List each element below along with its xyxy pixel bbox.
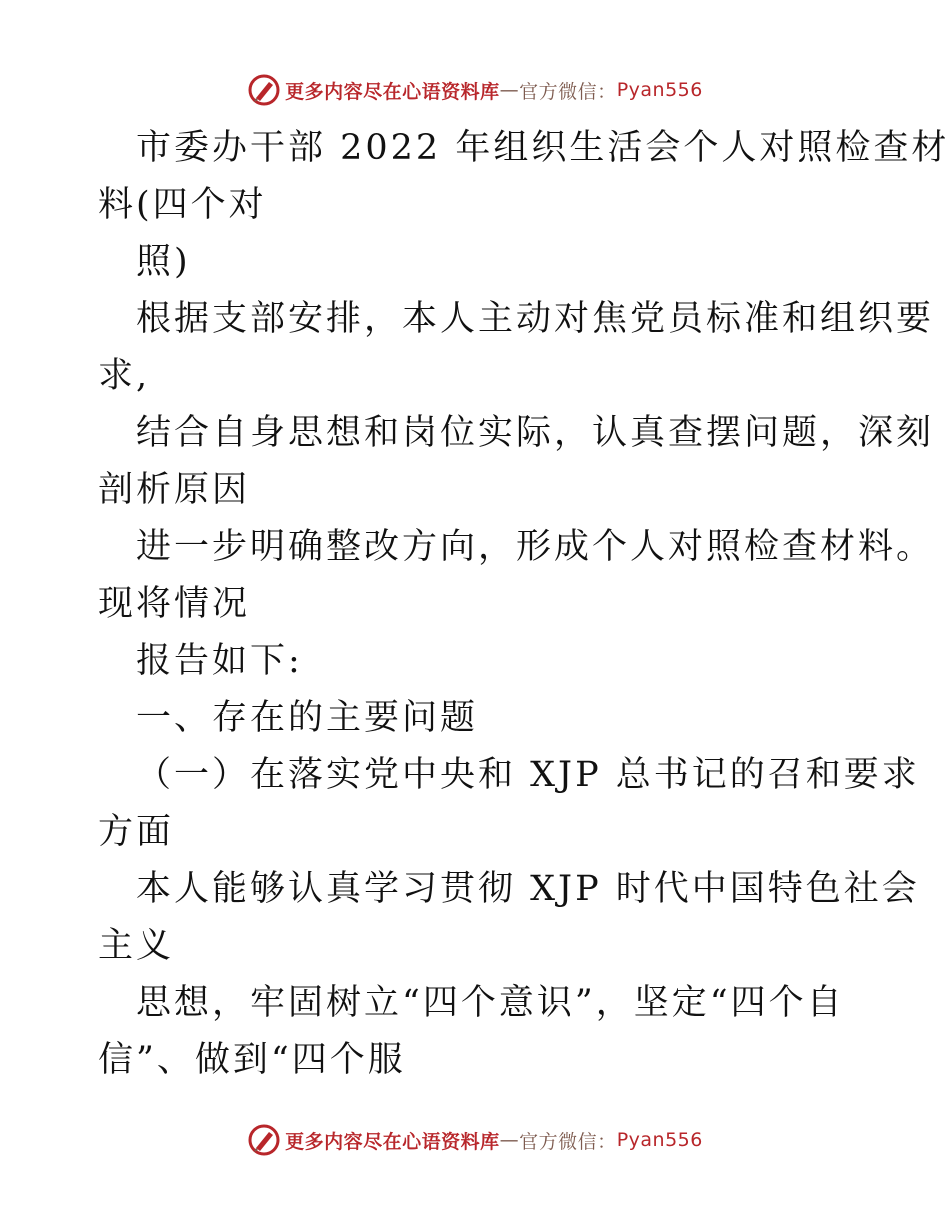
watermark-separator: — xyxy=(499,79,520,101)
paragraph-line: 剖析原因 xyxy=(98,470,251,510)
title-line-1: 市委办干部 2022 年组织生活会个人对照检查材 xyxy=(136,128,950,168)
subsection-heading-cont: 方面 xyxy=(98,812,175,852)
paragraph-line: 报告如下: xyxy=(136,641,303,681)
watermark-footer xyxy=(0,1120,950,1160)
paragraph-line: 结合自身思想和岗位实际，认真查摆问题，深刻 xyxy=(136,413,935,453)
paragraph-line: 根据支部安排，本人主动对焦党员标准和组织要 xyxy=(136,299,935,339)
paragraph-line: 现将情况 xyxy=(98,584,251,624)
paragraph-line: 求, xyxy=(98,356,151,396)
document-body xyxy=(98,120,950,1089)
section-heading: 一、存在的主要问题 xyxy=(136,698,479,738)
watermark-wechat-label: 官方微信： xyxy=(519,80,617,103)
title-line-3: 照) xyxy=(136,242,191,282)
watermark-handle: Pyan556 xyxy=(616,79,703,101)
watermark-separator: — xyxy=(499,1129,520,1151)
title-line-2: 料(四个对 xyxy=(98,185,267,225)
subsection-heading: （一）在落实党中央和 XJP 总书记的召和要求 xyxy=(136,755,920,795)
paragraph-line: 主义 xyxy=(98,926,175,966)
paragraph-line: 本人能够认真学习贯彻 XJP 时代中国特色社会 xyxy=(136,869,920,909)
paragraph-line: 思想，牢固树立“四个意识”，坚定“四个自 xyxy=(136,983,845,1023)
watermark-text: 更多内容尽在心语资料库 xyxy=(285,80,500,103)
paragraph-line: 进一步明确整改方向，形成个人对照检查材料。 xyxy=(136,527,935,567)
watermark-wechat-label: 官方微信： xyxy=(519,1130,617,1153)
pen-logo-icon xyxy=(247,73,281,107)
watermark-handle: Pyan556 xyxy=(616,1129,703,1151)
watermark-text: 更多内容尽在心语资料库 xyxy=(285,1130,500,1153)
paragraph-line: 信”、做到“四个服 xyxy=(98,1040,406,1080)
pen-logo-icon xyxy=(247,1123,281,1157)
watermark-header xyxy=(0,70,950,110)
